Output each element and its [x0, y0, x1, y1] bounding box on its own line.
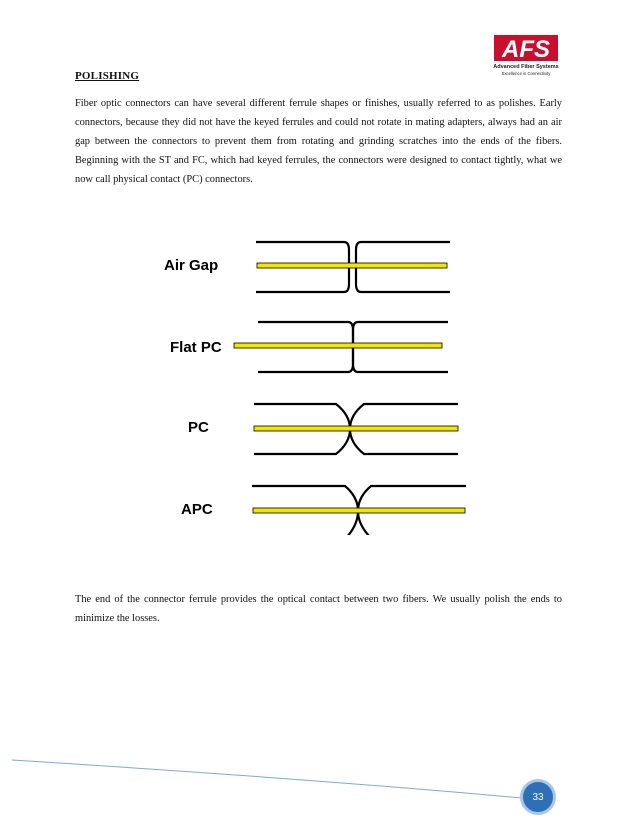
fiber-core-flat-pc: [234, 343, 442, 348]
logo-name: Advanced Fiber Systems: [493, 64, 559, 70]
label-pc: PC: [188, 419, 209, 436]
closing-paragraph: The end of the connector ferrule provides the optical contact between two fibers. We usually polish the ends to minimize the losses.: [75, 594, 562, 624]
label-apc: APC: [181, 501, 213, 518]
connector-drawings: [150, 235, 480, 535]
fiber-core-air-gap: [257, 263, 447, 268]
flat-pc-connector-pair: [234, 322, 448, 372]
label-flat-pc: Flat PC: [170, 339, 222, 356]
label-air-gap: Air Gap: [164, 257, 219, 274]
air-gap-connector-pair: [256, 242, 450, 292]
logo-tagline: Excellence in Connectivity: [501, 71, 551, 76]
afs-logo: [490, 33, 562, 77]
logo-mark: AFS: [502, 36, 550, 63]
intro-paragraph: Fiber optic connectors can have several different ferrule shapes or finishes, usually referred to as polishes. Early connectors, because they did not have the keyed ferrules and could not rotate in mating adapters, always had an air gap between the connectors to prevent them from rotating and grinding scratches into the ends of the fibers. Beginning with the ST and FC, which had keyed ferrules, the connectors were designed to contact tightly, what we now call physical contact (PC) connectors.: [75, 98, 562, 185]
pc-connector-pair: [254, 404, 458, 454]
section-title: POLISHING: [75, 70, 140, 82]
page-number-badge: [520, 779, 556, 815]
fiber-core-apc: [253, 508, 465, 513]
apc-connector-pair: [252, 486, 466, 535]
page-number: 33: [532, 791, 544, 803]
polish-types-diagram: [150, 235, 480, 535]
fiber-core-pc: [254, 426, 458, 431]
